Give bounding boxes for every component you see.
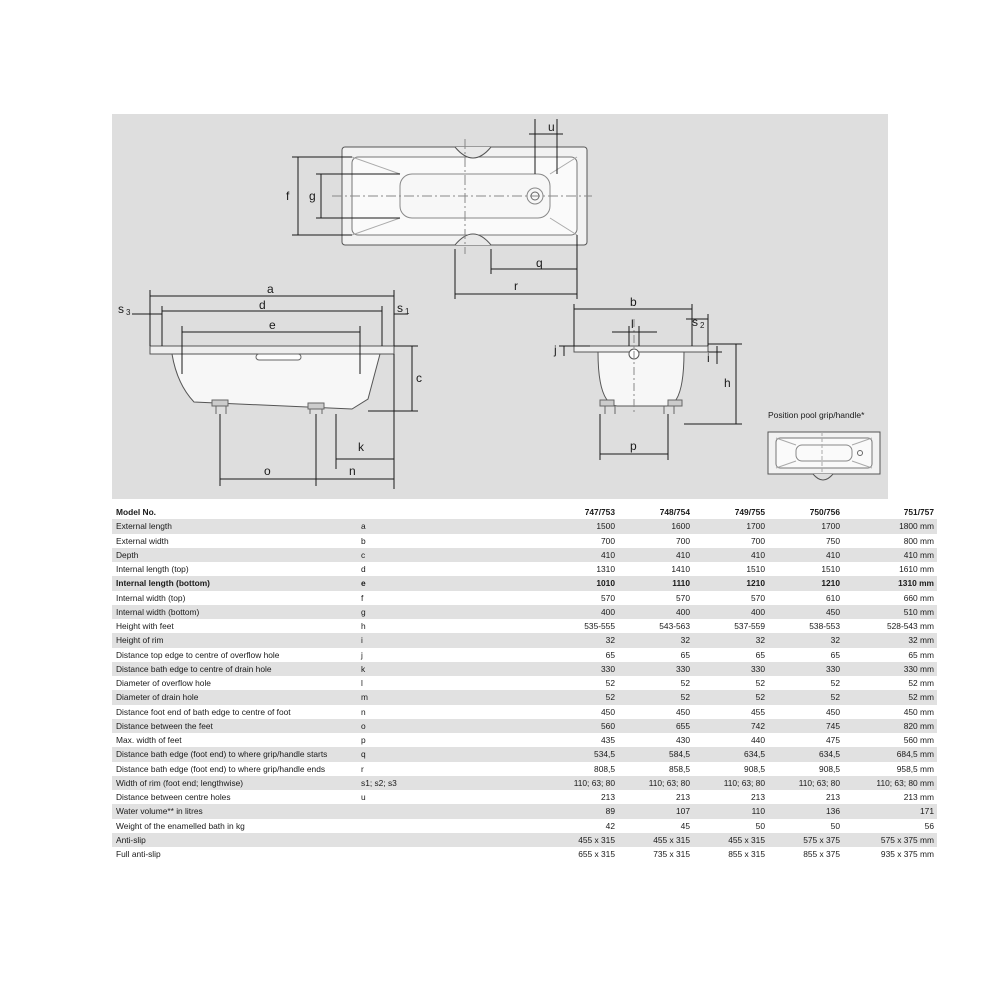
spec-name-cell: Internal length (bottom) (112, 576, 357, 590)
spec-name-cell: Height of rim (112, 633, 357, 647)
spec-value-cell: 570 (693, 591, 768, 605)
spec-symbol-cell: q (357, 747, 544, 761)
dim-label-l: l (631, 317, 634, 331)
spec-value-cell: 455 x 315 (693, 833, 768, 847)
spec-value-cell: 52 (618, 690, 693, 704)
spec-name-cell: External width (112, 534, 357, 548)
spec-value-cell: 1510 (768, 562, 843, 576)
spec-value-cell: 700 (544, 534, 618, 548)
spec-value-cell: 410 mm (843, 548, 937, 562)
dim-label-s3-sub: 3 (126, 308, 131, 317)
spec-value-cell: 1510 (693, 562, 768, 576)
spec-symbol-cell: c (357, 548, 544, 562)
spec-value-cell: 534,5 (544, 747, 618, 761)
spec-value-cell: 52 (618, 676, 693, 690)
spec-value-cell: 908,5 (693, 762, 768, 776)
dim-label-s1: s (397, 301, 403, 315)
technical-drawing-panel (112, 114, 888, 499)
spec-value-cell: 1700 (693, 519, 768, 533)
spec-value-cell: 52 (693, 690, 768, 704)
table-row (112, 576, 937, 590)
spec-value-cell: 634,5 (768, 747, 843, 761)
spec-symbol-cell: n (357, 705, 544, 719)
table-row (112, 676, 937, 690)
spec-value-cell: 528-543 mm (843, 619, 937, 633)
spec-name-cell: Distance bath edge to centre of drain hole (112, 662, 357, 676)
spec-value-cell: 32 (544, 633, 618, 647)
specifications-table-body (112, 519, 937, 861)
spec-name-cell: Full anti-slip (112, 847, 357, 861)
dim-label-n: n (349, 464, 356, 478)
table-row (112, 662, 937, 676)
spec-name-cell: External length (112, 519, 357, 533)
spec-symbol-cell (357, 819, 544, 833)
spec-value-cell: 110; 63; 80 (544, 776, 618, 790)
spec-symbol-cell: p (357, 733, 544, 747)
spec-value-cell: 89 (544, 804, 618, 818)
spec-name-cell: Distance between centre holes (112, 790, 357, 804)
table-row (112, 562, 937, 576)
spec-name-cell: Distance between the feet (112, 719, 357, 733)
dim-label-b: b (630, 295, 637, 309)
spec-value-cell: 908,5 (768, 762, 843, 776)
table-row (112, 847, 937, 861)
spec-value-cell: 110; 63; 80 (618, 776, 693, 790)
spec-symbol-cell: r (357, 762, 544, 776)
spec-value-cell: 400 (693, 605, 768, 619)
spec-value-cell: 570 (618, 591, 693, 605)
spec-value-cell: 858,5 (618, 762, 693, 776)
spec-value-cell: 65 (693, 648, 768, 662)
spec-value-cell: 1110 (618, 576, 693, 590)
spec-value-cell: 855 x 315 (693, 847, 768, 861)
spec-name-cell: Diameter of drain hole (112, 690, 357, 704)
spec-value-cell: 742 (693, 719, 768, 733)
spec-value-cell: 32 mm (843, 633, 937, 647)
spec-value-cell: 935 x 375 mm (843, 847, 937, 861)
spec-symbol-cell (357, 833, 544, 847)
spec-value-cell: 52 (544, 676, 618, 690)
spec-value-cell: 400 (618, 605, 693, 619)
spec-name-cell: Water volume** in litres (112, 804, 357, 818)
spec-value-cell: 1010 (544, 576, 618, 590)
dim-label-i: i (707, 351, 710, 365)
spec-value-cell: 684,5 mm (843, 747, 937, 761)
spec-value-cell: 440 (693, 733, 768, 747)
spec-value-cell: 560 mm (843, 733, 937, 747)
spec-value-cell: 543-563 (618, 619, 693, 633)
spec-symbol-cell: o (357, 719, 544, 733)
dim-label-e: e (269, 318, 276, 332)
spec-value-cell: 65 (768, 648, 843, 662)
spec-value-cell: 330 (693, 662, 768, 676)
spec-value-cell: 700 (618, 534, 693, 548)
spec-value-cell: 171 (843, 804, 937, 818)
spec-value-cell: 45 (618, 819, 693, 833)
spec-value-cell: 450 mm (843, 705, 937, 719)
spec-value-cell: 52 mm (843, 690, 937, 704)
spec-value-cell: 136 (768, 804, 843, 818)
table-row (112, 762, 937, 776)
spec-symbol-cell: m (357, 690, 544, 704)
table-row (112, 747, 937, 761)
spec-value-cell: 213 (693, 790, 768, 804)
spec-value-cell: 50 (693, 819, 768, 833)
spec-name-cell: Width of rim (foot end; lengthwise) (112, 776, 357, 790)
spec-name-cell: Internal width (bottom) (112, 605, 357, 619)
spec-symbol-cell (357, 847, 544, 861)
spec-symbol-cell: j (357, 648, 544, 662)
spec-value-cell: 213 mm (843, 790, 937, 804)
spec-value-cell: 107 (618, 804, 693, 818)
spec-value-cell: 535-555 (544, 619, 618, 633)
spec-symbol-cell (357, 804, 544, 818)
table-row (112, 619, 937, 633)
spec-value-cell: 1800 mm (843, 519, 937, 533)
spec-value-cell: 50 (768, 819, 843, 833)
top-view-drawing (292, 119, 592, 299)
spec-value-cell: 32 (768, 633, 843, 647)
spec-value-cell: 32 (618, 633, 693, 647)
table-row (112, 591, 937, 605)
spec-value-cell: 1310 mm (843, 576, 937, 590)
dim-label-p: p (630, 439, 637, 453)
spec-value-cell: 56 (843, 819, 937, 833)
header-symbol (357, 505, 544, 519)
spec-value-cell: 400 (544, 605, 618, 619)
table-row (112, 819, 937, 833)
table-row (112, 548, 937, 562)
dim-label-o: o (264, 464, 271, 478)
spec-value-cell: 455 x 315 (544, 833, 618, 847)
spec-value-cell: 450 (768, 705, 843, 719)
spec-value-cell: 570 (544, 591, 618, 605)
spec-value-cell: 52 (768, 676, 843, 690)
spec-value-cell: 560 (544, 719, 618, 733)
spec-name-cell: Internal width (top) (112, 591, 357, 605)
spec-symbol-cell: u (357, 790, 544, 804)
spec-name-cell: Anti-slip (112, 833, 357, 847)
spec-value-cell: 958,5 mm (843, 762, 937, 776)
spec-value-cell: 450 (768, 605, 843, 619)
dim-label-k: k (358, 440, 364, 454)
table-row (112, 633, 937, 647)
spec-value-cell: 655 (618, 719, 693, 733)
header-model-no: Model No. (112, 505, 357, 519)
dim-label-h: h (724, 376, 731, 390)
dim-label-f: f (286, 189, 290, 203)
spec-name-cell: Distance bath edge (foot end) to where grip/handle starts (112, 747, 357, 761)
spec-value-cell: 510 mm (843, 605, 937, 619)
spec-value-cell: 655 x 315 (544, 847, 618, 861)
spec-value-cell: 65 (544, 648, 618, 662)
spec-value-cell: 330 mm (843, 662, 937, 676)
table-row (112, 790, 937, 804)
spec-value-cell: 575 x 375 (768, 833, 843, 847)
spec-name-cell: Height with feet (112, 619, 357, 633)
spec-value-cell: 330 (544, 662, 618, 676)
spec-value-cell: 52 (544, 690, 618, 704)
spec-value-cell: 584,5 (618, 747, 693, 761)
spec-value-cell: 32 (693, 633, 768, 647)
table-row (112, 648, 937, 662)
spec-name-cell: Distance bath edge (foot end) to where grip/handle ends (112, 762, 357, 776)
bathtub-technical-drawing (112, 114, 888, 499)
table-row (112, 605, 937, 619)
spec-symbol-cell: k (357, 662, 544, 676)
dim-label-d: d (259, 298, 266, 312)
table-header-row (112, 505, 937, 519)
dim-label-q: q (536, 256, 543, 270)
spec-value-cell: 538-553 (768, 619, 843, 633)
spec-value-cell: 735 x 315 (618, 847, 693, 861)
spec-value-cell: 410 (618, 548, 693, 562)
spec-name-cell: Distance top edge to centre of overflow hole (112, 648, 357, 662)
spec-value-cell: 745 (768, 719, 843, 733)
spec-value-cell: 65 mm (843, 648, 937, 662)
spec-value-cell: 42 (544, 819, 618, 833)
spec-name-cell: Diameter of overflow hole (112, 676, 357, 690)
spec-value-cell: 1210 (768, 576, 843, 590)
spec-value-cell: 52 mm (843, 676, 937, 690)
grip-position-note: Position pool grip/handle* (768, 410, 865, 420)
dim-label-c: c (416, 371, 422, 385)
spec-value-cell: 1600 (618, 519, 693, 533)
spec-value-cell: 110; 63; 80 (693, 776, 768, 790)
spec-value-cell: 808,5 (544, 762, 618, 776)
spec-value-cell: 110 (693, 804, 768, 818)
spec-value-cell: 1310 (544, 562, 618, 576)
header-model-747-753: 747/753 (544, 505, 618, 519)
spec-value-cell: 410 (768, 548, 843, 562)
spec-value-cell: 1500 (544, 519, 618, 533)
spec-value-cell: 435 (544, 733, 618, 747)
table-row (112, 719, 937, 733)
spec-value-cell: 660 mm (843, 591, 937, 605)
dim-label-u: u (548, 120, 555, 134)
spec-symbol-cell: e (357, 576, 544, 590)
spec-name-cell: Depth (112, 548, 357, 562)
spec-value-cell: 820 mm (843, 719, 937, 733)
grip-position-thumbnail (768, 432, 880, 480)
spec-name-cell: Weight of the enamelled bath in kg (112, 819, 357, 833)
spec-symbol-cell: d (357, 562, 544, 576)
dim-label-r: r (514, 279, 518, 293)
end-view-drawing (559, 304, 742, 460)
spec-value-cell: 52 (768, 690, 843, 704)
spec-value-cell: 410 (693, 548, 768, 562)
spec-value-cell: 475 (768, 733, 843, 747)
spec-value-cell: 750 (768, 534, 843, 548)
table-row (112, 833, 937, 847)
spec-value-cell: 575 x 375 mm (843, 833, 937, 847)
spec-value-cell: 52 (693, 676, 768, 690)
spec-value-cell: 1610 mm (843, 562, 937, 576)
header-model-749-755: 749/755 (693, 505, 768, 519)
spec-value-cell: 455 (693, 705, 768, 719)
spec-name-cell: Distance foot end of bath edge to centre of foot (112, 705, 357, 719)
spec-value-cell: 410 (544, 548, 618, 562)
spec-value-cell: 450 (618, 705, 693, 719)
spec-symbol-cell: s1; s2; s3 (357, 776, 544, 790)
spec-value-cell: 450 (544, 705, 618, 719)
spec-symbol-cell: a (357, 519, 544, 533)
spec-name-cell: Max. width of feet (112, 733, 357, 747)
table-row (112, 534, 937, 548)
spec-value-cell: 700 (693, 534, 768, 548)
dim-label-s3: s (118, 302, 124, 316)
spec-symbol-cell: l (357, 676, 544, 690)
spec-name-cell: Internal length (top) (112, 562, 357, 576)
dim-label-s1-sub: 1 (405, 307, 410, 316)
dim-label-g: g (309, 189, 316, 203)
spec-value-cell: 634,5 (693, 747, 768, 761)
table-row (112, 804, 937, 818)
table-row (112, 733, 937, 747)
spec-value-cell: 110; 63; 80 (768, 776, 843, 790)
spec-symbol-cell: h (357, 619, 544, 633)
spec-value-cell: 110; 63; 80 mm (843, 776, 937, 790)
spec-value-cell: 213 (544, 790, 618, 804)
table-row (112, 705, 937, 719)
spec-symbol-cell: f (357, 591, 544, 605)
dim-label-s2-sub: 2 (700, 321, 705, 330)
header-model-748-754: 748/754 (618, 505, 693, 519)
header-model-750-756: 750/756 (768, 505, 843, 519)
spec-value-cell: 455 x 315 (618, 833, 693, 847)
spec-value-cell: 1700 (768, 519, 843, 533)
spec-value-cell: 800 mm (843, 534, 937, 548)
dim-label-a: a (267, 282, 274, 296)
table-row (112, 690, 937, 704)
spec-value-cell: 1410 (618, 562, 693, 576)
spec-value-cell: 213 (768, 790, 843, 804)
spec-value-cell: 65 (618, 648, 693, 662)
spec-value-cell: 610 (768, 591, 843, 605)
spec-value-cell: 855 x 375 (768, 847, 843, 861)
spec-value-cell: 537-559 (693, 619, 768, 633)
spec-value-cell: 213 (618, 790, 693, 804)
header-model-751-757: 751/757 (843, 505, 937, 519)
spec-value-cell: 430 (618, 733, 693, 747)
spec-value-cell: 1210 (693, 576, 768, 590)
table-row (112, 776, 937, 790)
dim-label-j: j (554, 343, 557, 357)
spec-symbol-cell: b (357, 534, 544, 548)
spec-symbol-cell: g (357, 605, 544, 619)
dim-label-s2: s (692, 315, 698, 329)
spec-symbol-cell: i (357, 633, 544, 647)
table-row (112, 519, 937, 533)
specifications-table (112, 505, 937, 861)
spec-value-cell: 330 (618, 662, 693, 676)
spec-value-cell: 330 (768, 662, 843, 676)
